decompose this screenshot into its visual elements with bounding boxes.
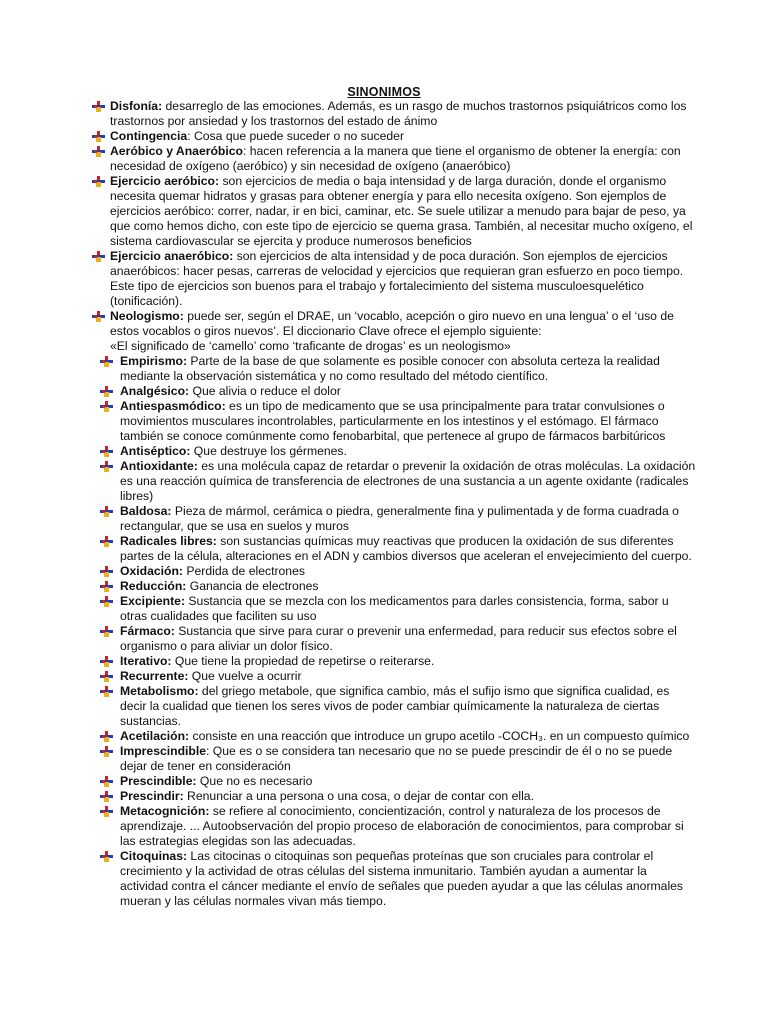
item-term: Excipiente: — [120, 594, 186, 608]
item-definition: se refiere al conocimiento, concientización, control y naturaleza de los procesos de aprendizaje. ... Autoobservación del propio proceso de elaboración de conocimientos, para comprobar si las estrategias elegidas son las adecuadas. — [120, 804, 684, 848]
item-text — [92, 804, 698, 849]
item-term: Ejercicio anaeróbico: — [110, 249, 234, 263]
item-text — [92, 444, 698, 459]
list-item — [92, 774, 698, 789]
item-term: Acetilación: — [120, 729, 190, 743]
item-term: Ejercicio aeróbico: — [110, 174, 220, 188]
item-term: Neologismo: — [110, 309, 184, 323]
item-text — [92, 129, 698, 144]
item-definition: es una molécula capaz de retardar o prevenir la oxidación de otras moléculas. La oxidación es una reacción química de transferencia de electrones de una sustancia a un agente oxidante (radicales libres) — [120, 459, 696, 503]
item-term: Metabolismo: — [120, 684, 199, 698]
quill-bullet-icon — [100, 671, 113, 682]
list-item — [92, 384, 698, 399]
quill-bullet-icon — [100, 596, 113, 607]
item-term: Antioxidante: — [120, 459, 198, 473]
list-item — [92, 444, 698, 459]
item-definition: son ejercicios de media o baja intensidad y de larga duración, donde el organismo necesita quemar hidratos y grasas para obtener energía y para ello necesita oxígeno. Son ejemplos de ejercicios aeróbico: correr, nadar, ir en bici, caminar, etc. Se suele utilizar a menudo para bajar de peso, ya que como hemos dicho, con este tipo de ejercicio se quema grasa. También, al necesitar mucho oxígeno, el sistema cardiovascular se ejercita y produce numerosos beneficios — [110, 174, 693, 248]
item-text — [92, 789, 698, 804]
item-definition: Que no es necesario — [196, 774, 313, 788]
item-text — [92, 534, 698, 564]
item-text — [92, 729, 698, 744]
list-item — [92, 534, 698, 564]
list-item — [92, 579, 698, 594]
item-definition: Perdida de electrones — [182, 564, 305, 578]
item-term: Disfonía: — [110, 99, 163, 113]
item-text — [92, 654, 698, 669]
item-definition: Pieza de mármol, cerámica o piedra, generalmente fina y pulimentada y de forma cuadrada o rectangular, que se usa en suelos y muros — [120, 504, 679, 533]
item-term: Imprescindible — [120, 744, 207, 758]
quill-bullet-icon — [100, 851, 113, 862]
item-text — [92, 624, 698, 654]
list-item — [92, 399, 698, 444]
quill-bullet-icon — [100, 806, 113, 817]
definition-list — [92, 99, 698, 909]
list-item — [92, 804, 698, 849]
item-text — [92, 249, 698, 309]
item-definition: Que tiene la propiedad de repetirse o reiterarse. — [171, 654, 435, 668]
list-item — [92, 129, 698, 144]
quill-bullet-icon — [100, 401, 113, 412]
item-text — [92, 384, 698, 399]
list-item — [92, 309, 698, 339]
item-definition: Ganancia de electrones — [186, 579, 319, 593]
item-definition: son sustancias químicas muy reactivas que producen la oxidación de sus diferentes partes de la célula, alteraciones en el ADN y cambios diversos que aceleran el envejecimiento del cuerpo. — [120, 534, 692, 563]
list-item — [92, 624, 698, 654]
quill-bullet-icon — [100, 386, 113, 397]
item-term: Aeróbico y Anaeróbico — [110, 144, 243, 158]
item-term: Metacognición: — [120, 804, 210, 818]
item-term: Prescindir: — [120, 789, 184, 803]
item-text — [92, 594, 698, 624]
item-definition: es un tipo de medicamento que se usa principalmente para tratar convulsiones o movimientos musculares incontrolables, particularmente en los intestinos y el estómago. El fármaco también se conoce comúnmente como fenobarbital, que pertenece al grupo de fármacos barbitúricos — [120, 399, 666, 443]
list-item — [92, 744, 698, 774]
item-definition: puede ser, según el DRAE, un ‘vocablo, acepción o giro nuevo en una lengua’ o el ‘uso de estos vocablos o giros nuevos’. El diccionario Clave ofrece el ejemplo siguiente: — [110, 309, 674, 338]
list-item — [92, 594, 698, 624]
item-definition: consiste en una reacción que introduce un grupo acetilo -COCH₃. en un compuesto químico — [189, 729, 690, 743]
item-text — [92, 144, 698, 174]
item-definition: Renunciar a una persona o una cosa, o dejar de contar con ella. — [183, 789, 534, 803]
list-item — [92, 99, 698, 129]
item-term: Analgésico: — [120, 384, 190, 398]
page-title: SINONIMOS — [347, 85, 421, 99]
quill-bullet-icon — [100, 626, 113, 637]
item-term: Citoquinas: — [120, 849, 188, 863]
item-term: Antiséptico: — [120, 444, 191, 458]
example-quote: «El significado de ‘camello’ como ‘traficante de drogas’ es un neologismo» — [110, 339, 511, 353]
item-term: Empirismo: — [120, 354, 188, 368]
item-text — [92, 309, 698, 339]
quill-bullet-icon — [100, 536, 113, 547]
item-text — [92, 579, 698, 594]
quill-bullet-icon — [100, 446, 113, 457]
item-text — [92, 744, 698, 774]
list-item — [92, 684, 698, 729]
item-text — [92, 99, 698, 129]
quill-bullet-icon — [100, 356, 113, 367]
item-term: Antiespasmódico: — [120, 399, 226, 413]
list-item — [92, 459, 698, 504]
list-item — [92, 249, 698, 309]
item-definition: Sustancia que sirve para curar o prevenir una enfermedad, para reducir sus efectos sobre el organismo o para aliviar un dolor físico. — [120, 624, 677, 653]
item-definition: Que vuelve a ocurrir — [188, 669, 302, 683]
item-text — [92, 174, 698, 249]
list-item — [92, 504, 698, 534]
item-term: Reducción: — [120, 579, 187, 593]
item-term: Prescindible: — [120, 774, 197, 788]
item-text — [92, 774, 698, 789]
item-definition: Parte de la base de que solamente es posible conocer con absoluta certeza la realidad mediante la observación sistemática y no como resultado del método científico. — [120, 354, 660, 383]
item-definition: Que alivia o reduce el dolor — [189, 384, 341, 398]
quill-bullet-icon — [92, 176, 105, 187]
item-term: Oxidación: — [120, 564, 183, 578]
list-item — [92, 354, 698, 384]
quill-bullet-icon — [100, 656, 113, 667]
quill-bullet-icon — [100, 461, 113, 472]
item-definition: del griego metabole, que significa cambio, más el sufijo ismo que significa cualidad, es decir la cualidad que tienen los seres vivos de poder cambiar químicamente la naturaleza de ciertas sustancias. — [120, 684, 670, 728]
item-text — [92, 459, 698, 504]
item-definition: son ejercicios de alta intensidad y de poca duración. Son ejemplos de ejercicios anaeróbicos: hacer pesas, carreras de velocidad y ejercicios que requieran gran esfuerzo en poco tiempo. Este tipo de ejercicios son buenos para el trabajo y fortalecimiento del sistema musculoesquelético (tonificación). — [110, 249, 684, 308]
quill-bullet-icon — [100, 746, 113, 757]
quill-bullet-icon — [92, 131, 105, 142]
item-term: Contingencia — [110, 129, 188, 143]
list-item — [92, 669, 698, 684]
quill-bullet-icon — [100, 731, 113, 742]
quill-bullet-icon — [92, 311, 105, 322]
list-item — [92, 789, 698, 804]
quill-bullet-icon — [100, 566, 113, 577]
item-text — [92, 504, 698, 534]
item-text — [92, 684, 698, 729]
item-definition: Que destruye los gérmenes. — [190, 444, 347, 458]
list-item — [92, 174, 698, 249]
quill-bullet-icon — [100, 686, 113, 697]
item-definition: Sustancia que se mezcla con los medicamentos para darles consistencia, forma, sabor u otras cualidades que faciliten su uso — [120, 594, 669, 623]
quill-bullet-icon — [100, 776, 113, 787]
item-term: Recurrente: — [120, 669, 189, 683]
list-item — [92, 729, 698, 744]
item-term: Fármaco: — [120, 624, 175, 638]
item-text — [92, 399, 698, 444]
list-item — [92, 564, 698, 579]
item-text — [92, 849, 698, 909]
item-term: Baldosa: — [120, 504, 172, 518]
item-definition: : Cosa que puede suceder o no suceder — [187, 129, 405, 143]
quill-bullet-icon — [92, 146, 105, 157]
quill-bullet-icon — [100, 791, 113, 802]
item-term: Iterativo: — [120, 654, 172, 668]
quill-bullet-icon — [92, 101, 105, 112]
item-text — [92, 354, 698, 384]
item-definition: : Que es o se considera tan necesario que no se puede prescindir de él o no se puede dejar de tener en consideración — [120, 744, 673, 773]
item-definition: desarreglo de las emociones. Además, es un rasgo de muchos trastornos psiquiátricos como los trastornos por ansiedad y los trastornos del estado de ánimo — [110, 99, 687, 128]
list-item — [92, 849, 698, 909]
item-text — [92, 564, 698, 579]
quill-bullet-icon — [100, 581, 113, 592]
list-item — [92, 144, 698, 174]
item-term: Radicales libres: — [120, 534, 217, 548]
quill-bullet-icon — [100, 506, 113, 517]
item-definition: Las citocinas o citoquinas son pequeñas proteínas que son cruciales para controlar el crecimiento y la actividad de otras células del sistema inmunitario. También ayudan a aumentar la actividad contra el cáncer mediante el envío de señales que pueden ayudar a que las células anormales mueran y las células normales vivan más tiempo. — [120, 849, 684, 908]
quill-bullet-icon — [92, 251, 105, 262]
list-item — [92, 654, 698, 669]
item-definition: : hacen referencia a la manera que tiene el organismo de obtener la energía: con necesidad de oxígeno (aeróbico) y sin necesidad de oxígeno (anaeróbico) — [110, 144, 681, 173]
item-text — [92, 669, 698, 684]
